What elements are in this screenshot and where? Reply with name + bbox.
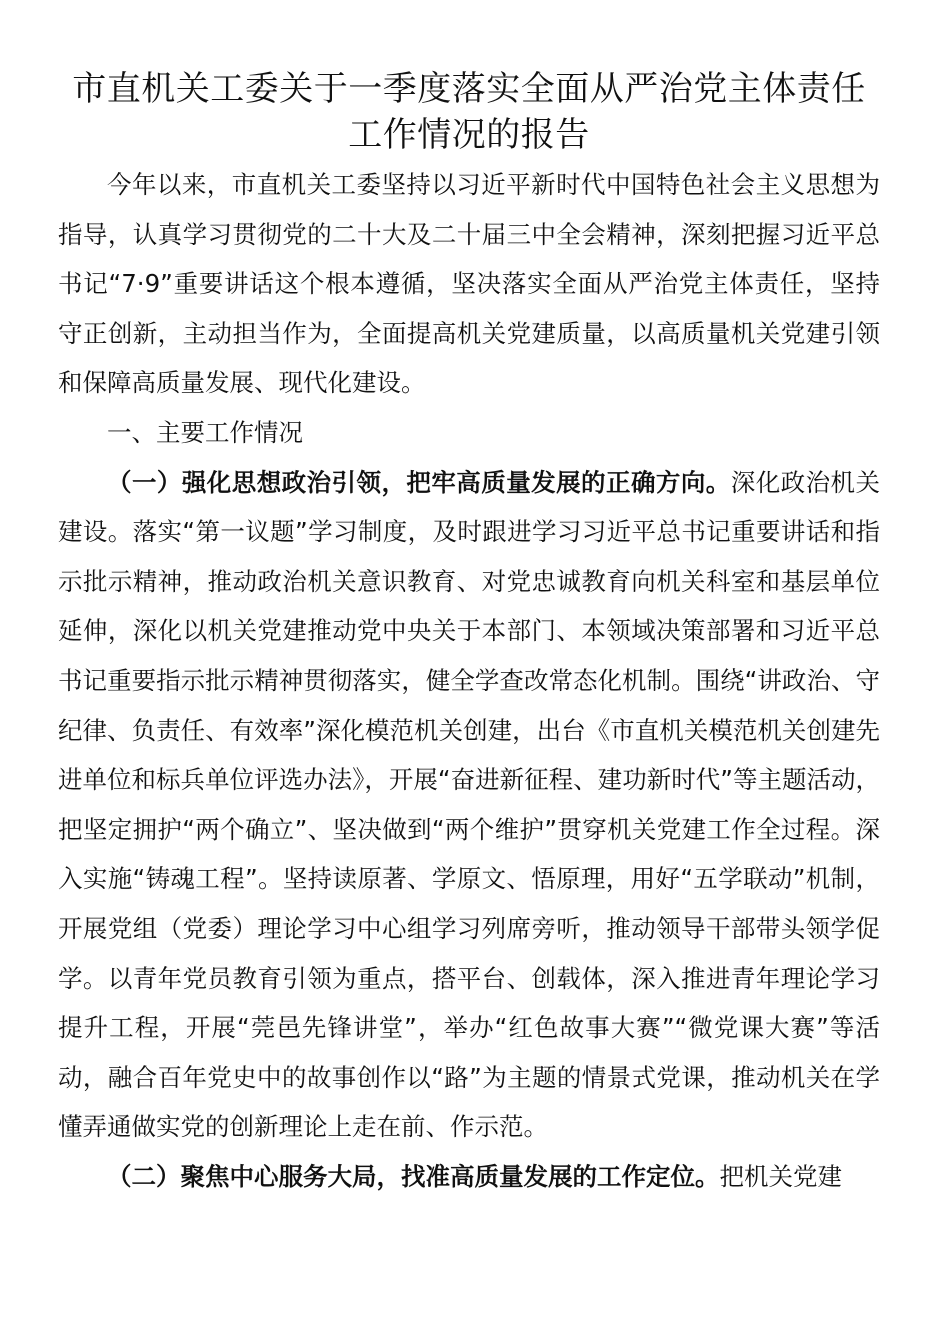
section-heading: 一、主要工作情况 — [107, 417, 303, 447]
item-2-lead: （二）聚焦中心服务大局，找准高质量发展的工作定位。 — [107, 1161, 720, 1191]
title-line-1: 市直机关工委关于一季度落实全面从严治党主体责任 — [72, 69, 866, 109]
item-1-body: 深化政治机关建设。落实“第一议题”学习制度，及时跟进学习习近平总书记重要讲话和指示批示精神，推动政治机关意识教育、对党忠诚教育向机关科室和基层单位延伸，深化以机关党建推动党中央关于本部门、本领域决策部署和习近平总书记重要指示批示精神贯彻落实，健全学查改常态化机制。围绕“讲政治、守纪律、负责任、有效率”深化模范机关创建，出台《市直机关模范机关创建先进单位和标兵单位评选办法》，开展“奋进新征程、建功新时代”等主题活动，把坚定拥护“两个确立”、坚决做到“两个维护”贯穿机关党建工作全过程。深入实施“铸魂工程”。坚持读原著、学原文、悟原理，用好“五学联动”机制，开展党组（党委）理论学习中心组学习列席旁听，推动领导干部带头领学促学。以青年党员教育引领为重点，搭平台、创载体，深入推进青年理论学习提升工程，开展“莞邑先锋讲堂”，举办“红色故事大赛”“微党课大赛”等活动，融合百年党史中的故事创作以“路”为主题的情景式党课，推动机关在学懂弄通做实党的创新理论上走在前、作示范。 — [58, 467, 880, 1142]
item-2-body: 把机关党建 — [719, 1161, 842, 1191]
title-line-2: 工作情况的报告 — [348, 115, 590, 155]
item-1-paragraph — [58, 458, 880, 1152]
intro-paragraph: 今年以来，市直机关工委坚持以习近平新时代中国特色社会主义思想为指导，认真学习贯彻党的二十大及二十届三中全会精神，深刻把握习近平总书记“7·9”重要讲话这个根本遵循，坚决落实全面从严治党主体责任，坚持守正创新，主动担当作为，全面提高机关党建质量，以高质量机关党建引领和保障高质量发展、现代化建设。 — [58, 170, 880, 398]
item-1-lead: （一）强化思想政治引领，把牢高质量发展的正确方向。 — [107, 467, 731, 497]
document-title — [58, 66, 880, 158]
item-2-paragraph — [58, 1152, 880, 1202]
